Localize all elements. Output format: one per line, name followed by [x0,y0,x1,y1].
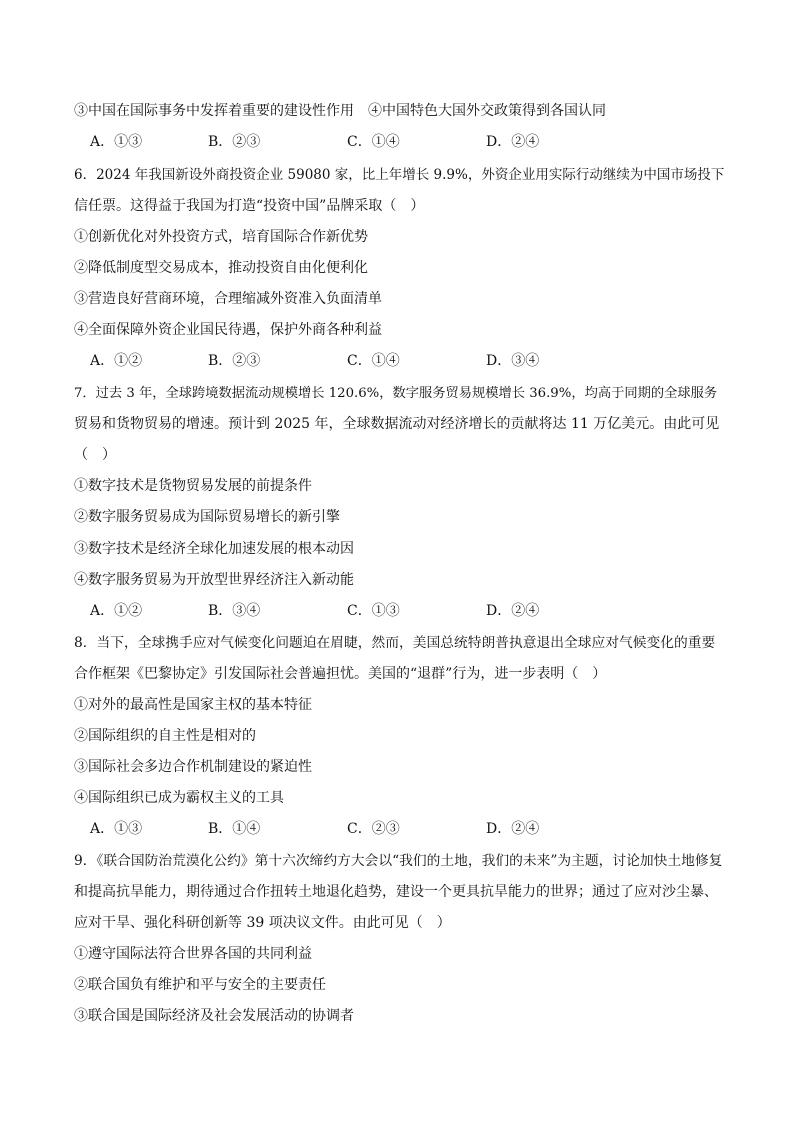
q7-item-2: ②数字服务贸易成为国际贸易增长的新引擎 [74,509,340,525]
q7-stem-line-2: 贸易和货物贸易的增速。预计到 2025 年，全球数据流动对经济增长的贡献将达 11 万亿美元。由此可见 [74,416,720,432]
q8-item-4: ④国际组织已成为霸权主义的工具 [74,790,284,806]
q6-item-1: ①创新优化对外投资方式，培育国际合作新优势 [74,229,368,245]
q9-stem-line-2: 和提高抗旱能力，期待通过合作扭转土地退化趋势，建设一个更具抗旱能力的世界；通过了应对沙尘暴、 [74,884,718,900]
q7-item-4: ④数字服务贸易为开放型世界经济注入新动能 [74,572,354,588]
q6-stem-line-2: 信任票。这得益于我国为打造“投资中国”品牌采取（ ） [74,198,425,214]
q6-option-b: B．②③ [208,353,261,369]
q8-option-c: C．②③ [347,821,400,837]
q5-option-c: C．①④ [347,134,400,150]
q9-stem-line-3: 应对干旱、强化科研创新等 39 项决议文件。由此可见（ ） [74,915,451,931]
q8-option-b: B．①④ [208,821,261,837]
q8-option-d: D．②④ [486,821,540,837]
q7-option-d: D．②④ [486,603,540,619]
q8-option-a: A．①③ [90,821,143,837]
q9-item-2: ②联合国负有维护和平与安全的主要责任 [74,977,326,993]
q7-stem-line-1: 7．过去 3 年，全球跨境数据流动规模增长 120.6%，数字服务贸易规模增长 36.9%，均高于同期的全球服务 [74,386,718,401]
q9-stem-line-1: 9．《联合国防治荒漠化公约》第十六次缔约方大会以“我们的土地，我们的未来”为主题，讨论加快土地修复 [74,853,723,869]
q7-option-b: B．③④ [208,603,261,619]
q5-option-a: A．①③ [90,134,143,150]
q6-option-c: C．①④ [347,353,400,369]
q7-item-3: ③数字技术是经济全球化加速发展的根本动因 [74,541,354,557]
q7-stem-line-3: （ ） [74,447,116,463]
q8-item-1: ①对外的最高性是国家主权的基本特征 [74,697,312,713]
q7-option-a: A．①② [90,603,143,619]
q5-option-d: D．②④ [486,134,540,150]
q8-item-2: ②国际组织的自主性是相对的 [74,728,256,744]
q9-item-3: ③联合国是国际经济及社会发展活动的协调者 [74,1008,354,1024]
q6-item-4: ④全面保障外资企业国民待遇，保护外商各种利益 [74,322,382,338]
q6-item-2: ②降低制度型交易成本，推动投资自由化便利化 [74,260,368,276]
q5-option-b: B．②③ [208,134,261,150]
q6-item-3: ③营造良好营商环境，合理缩减外资准入负面清单 [74,291,382,307]
q8-item-3: ③国际社会多边合作机制建设的紧迫性 [74,759,312,775]
q6-stem-line-1: 6．2024 年我国新设外商投资企业 59080 家，比上年增长 9.9%，外资企业用实际行动继续为中国市场投下 [74,167,725,183]
q8-stem-line-1: 8．当下，全球携手应对气候变化问题迫在眉睫，然而，美国总统特朗普执意退出全球应对气候变化的重要 [74,635,716,651]
q9-item-1: ①遵守国际法符合世界各国的共同利益 [74,946,312,962]
q7-item-1: ①数字技术是货物贸易发展的前提条件 [74,478,312,494]
q5-item-tail: ③中国在国际事务中发挥着重要的建设性作用 ④中国特色大国外交政策得到各国认同 [74,103,606,119]
q7-option-c: C．①③ [347,603,400,619]
q6-option-d: D．③④ [486,353,540,369]
q8-stem-line-2: 合作框架《巴黎协定》引发国际社会普遍担忧。美国的“退群”行为，进一步表明（ ） [74,666,607,682]
q6-option-a: A．①② [90,353,143,369]
